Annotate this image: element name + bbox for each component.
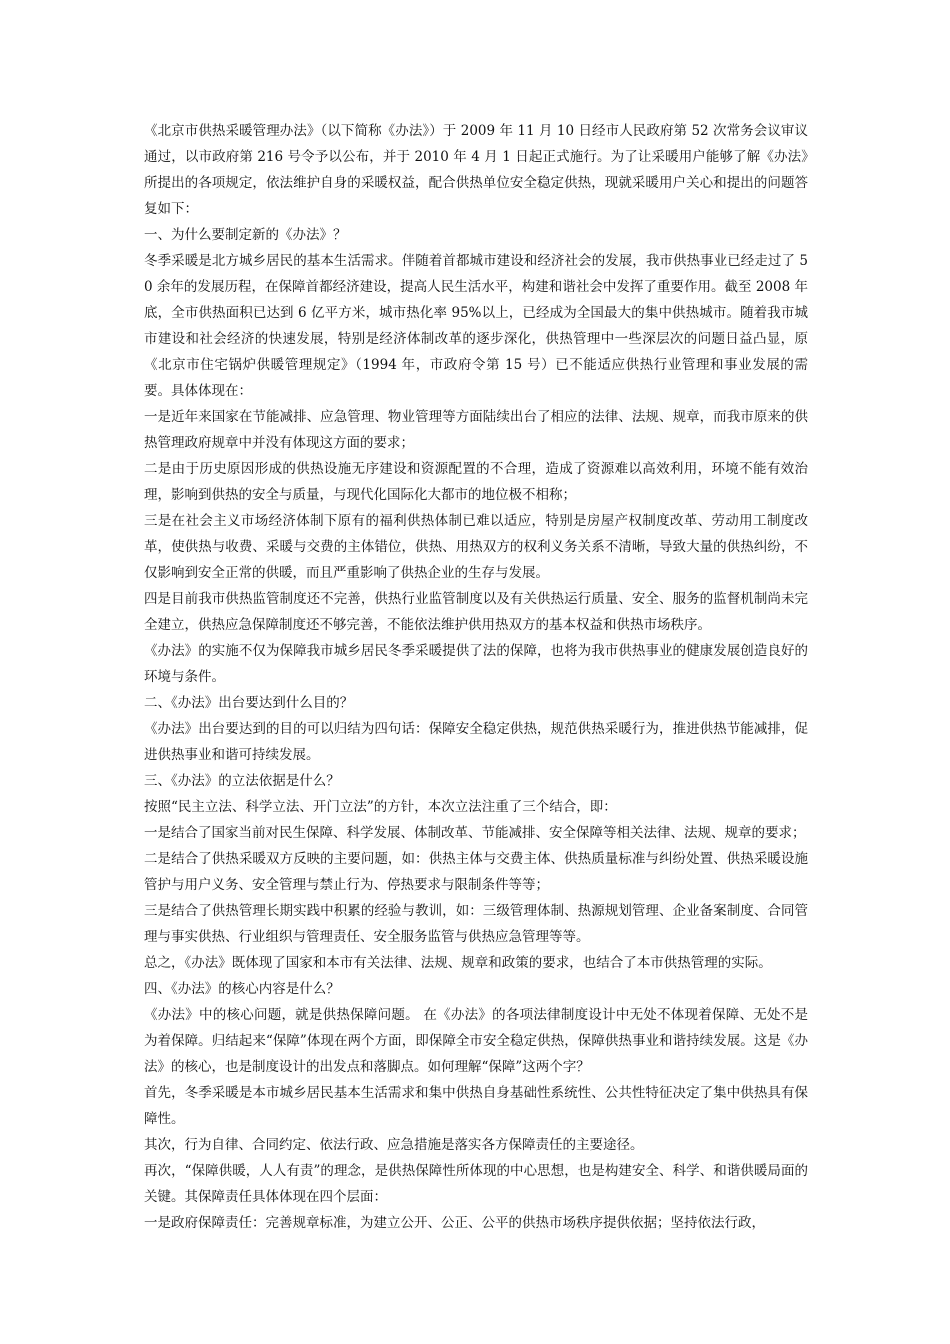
section-heading-4: 四、《办法》的核心内容是什么？ [144, 981, 340, 997]
body-paragraph: 一是政府保障责任：完善规章标准，为建立公开、公正、公平的供热市场秩序提供依据；坚持依法行政， [144, 1215, 765, 1231]
body-paragraph: 四是目前我市供热监管制度还不完善，供热行业监管制度以及有关供热运行质量、安全、服务的监督机制尚未完全建立，供热应急保障制度还不够完善，不能依法维护供用热双方的基本权益和供热市场秩序。 [144, 591, 808, 633]
document-page [144, 118, 808, 1236]
body-paragraph: 冬季采暖是北方城乡居民的基本生活需求。伴随着首都城市建设和经济社会的发展，我市供热事业已经走过了 50 余年的发展历程，在保障首都经济建设，提高人民生活水平，构建和谐社会中发挥了重要作用。截至 2008 年底，全市供热面积已达到 6 亿平方米，城市热化率 95%以上，已经成为全国最大的集中供热城市。随着我市城市建设和社会经济的快速发展，特别是经济体制改革的逐步深化，供热管理中一些深层次的问题日益凸显，原《北京市住宅锅炉供暖管理规定》（1994 年，市政府令第 15 号）已不能适应供热行业管理和事业发展的需要。具体体现在： [144, 253, 808, 399]
section-heading-3: 三、《办法》的立法依据是什么？ [144, 773, 340, 789]
body-paragraph: 按照“民主立法、科学立法、开门立法”的方针，本次立法注重了三个结合，即： [144, 799, 617, 815]
intro-paragraph: 《北京市供热采暖管理办法》（以下简称《办法》）于 2009 年 11 月 10 日经市人民政府第 52 次常务会议审议通过，以市政府第 216 号令予以公布，并于 2010 年 4 月 1 日起正式施行。为了让采暖用户能够了解《办法》所提出的各项规定，依法维护自身的采暖权益，配合供热单位安全稳定供热，现就采暖用户关心和提出的问题答复如下： [144, 123, 808, 217]
body-paragraph: 一是结合了国家当前对民生保障、科学发展、体制改革、节能减排、安全保障等相关法律、法规、规章的要求； [144, 825, 806, 841]
body-paragraph: 三是在社会主义市场经济体制下原有的福利供热体制已难以适应，特别是房屋产权制度改革、劳动用工制度改革，使供热与收费、采暖与交费的主体错位，供热、用热双方的权利义务关系不清晰，导致大量的供热纠纷，不仅影响到安全正常的供暖，而且严重影响了供热企业的生存与发展。 [144, 513, 808, 581]
section-heading-1: 一、为什么要制定新的《办法》？ [144, 227, 347, 243]
body-paragraph: 《办法》出台要达到的目的可以归结为四句话：保障安全稳定供热，规范供热采暖行为，推进供热节能减排，促进供热事业和谐可持续发展。 [144, 721, 808, 763]
body-paragraph: 《办法》中的核心问题，就是供热保障问题。 在《办法》的各项法律制度设计中无处不体现着保障、无处不是为着保障。归结起来“保障”体现在两个方面，即保障全市安全稳定供热，保障供热事业和谐持续发展。这是《办法》的核心，也是制度设计的出发点和落脚点。如何理解“保障”这两个字？ [144, 1007, 808, 1075]
body-paragraph: 《办法》的实施不仅为保障我市城乡居民冬季采暖提供了法的保障，也将为我市供热事业的健康发展创造良好的环境与条件。 [144, 643, 808, 685]
body-paragraph: 二是结合了供热采暖双方反映的主要问题，如：供热主体与交费主体、供热质量标准与纠纷处置、供热采暖设施管护与用户义务、安全管理与禁止行为、停热要求与限制条件等等； [144, 851, 808, 893]
body-paragraph: 二是由于历史原因形成的供热设施无序建设和资源配置的不合理，造成了资源难以高效利用，环境不能有效治理，影响到供热的安全与质量，与现代化国际化大都市的地位极不相称； [144, 461, 808, 503]
body-paragraph: 再次，“保障供暖，人人有责”的理念，是供热保障性所体现的中心思想，也是构建安全、科学、和谐供暖局面的关键。其保障责任具体体现在四个层面： [144, 1163, 808, 1205]
body-paragraph: 一是近年来国家在节能减排、应急管理、物业管理等方面陆续出台了相应的法律、法规、规章，而我市原来的供热管理政府规章中并没有体现这方面的要求； [144, 409, 808, 451]
body-paragraph: 首先，冬季采暖是本市城乡居民基本生活需求和集中供热自身基础性系统性、公共性特征决定了集中供热具有保障性。 [144, 1085, 808, 1127]
body-paragraph: 其次，行为自律、合同约定、依法行政、应急措施是落实各方保障责任的主要途径。 [144, 1137, 644, 1153]
body-paragraph: 总之，《办法》既体现了国家和本市有关法律、法规、规章和政策的要求，也结合了本市供热管理的实际。 [144, 955, 772, 971]
section-heading-2: 二、《办法》出台要达到什么目的？ [144, 695, 354, 711]
body-paragraph: 三是结合了供热管理长期实践中积累的经验与教训，如：三级管理体制、热源规划管理、企业备案制度、合同管理与事实供热、行业组织与管理责任、安全服务监管与供热应急管理等等。 [144, 903, 808, 945]
